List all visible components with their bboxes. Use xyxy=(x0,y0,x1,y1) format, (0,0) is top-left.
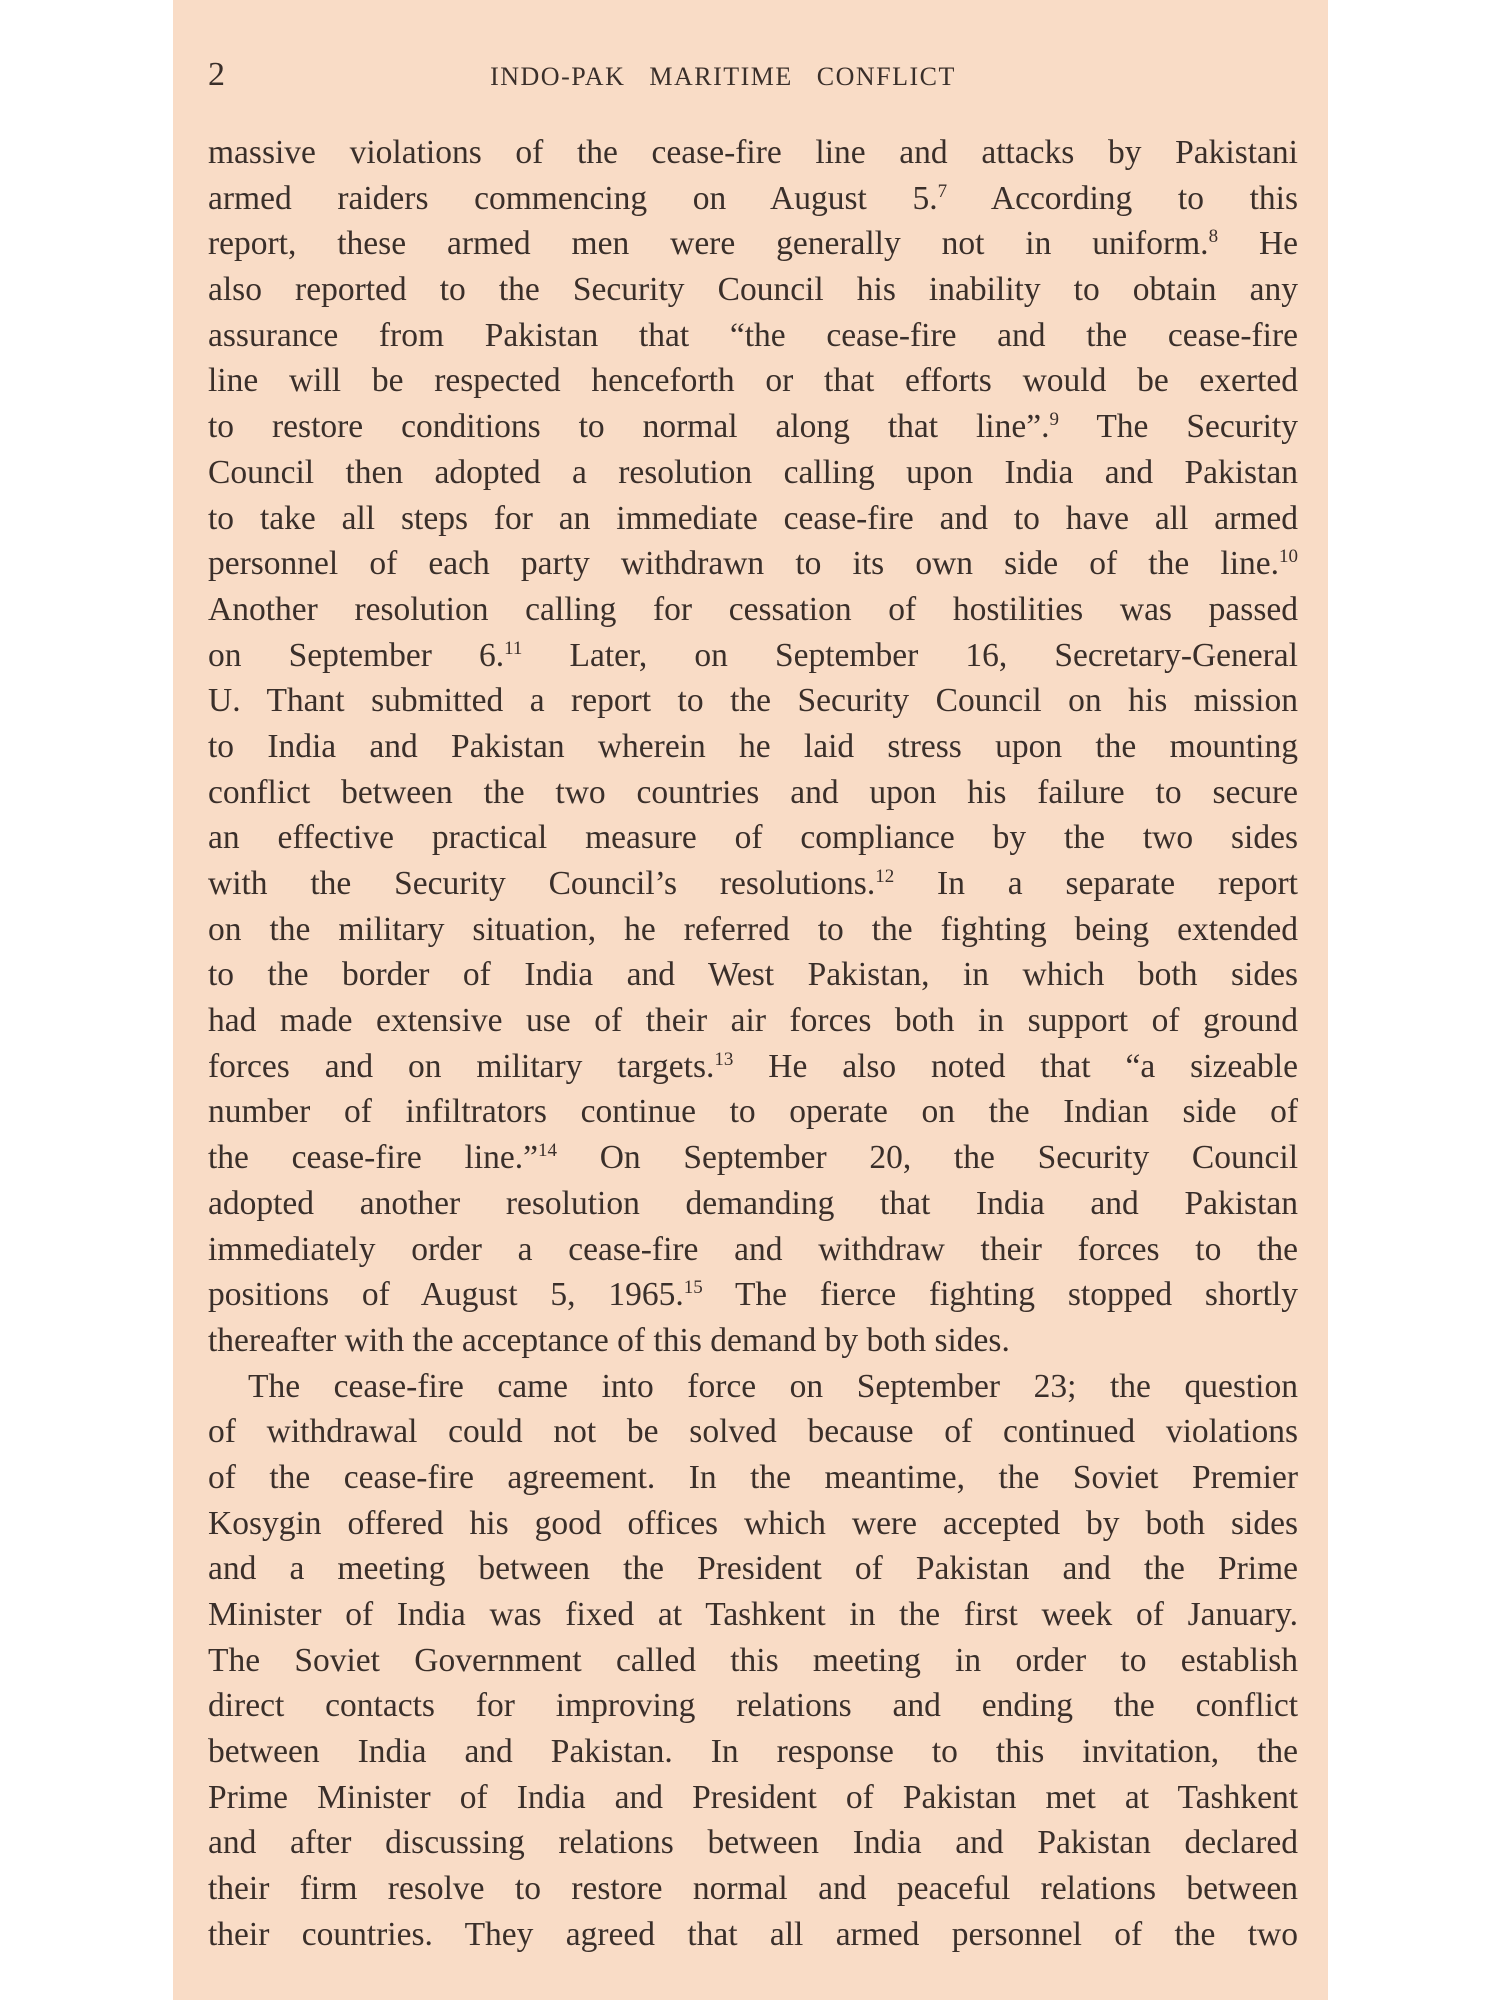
text-line xyxy=(208,1546,1298,1592)
text-line xyxy=(208,541,1298,587)
text-run: with the Security Council’s resolutions. xyxy=(208,865,876,902)
text-run: of withdrawal could not be solved because of continued violations xyxy=(208,1413,1298,1451)
body-text xyxy=(208,130,1298,1958)
text-run: an effective practical measure of compliance by the two sides xyxy=(208,819,1298,857)
text-run: Council then adopted a resolution calling upon India and Pakistan xyxy=(208,453,1298,491)
text-line xyxy=(208,1044,1298,1090)
text-run: Kosygin offered his good offices which were accepted by both sides xyxy=(208,1504,1298,1542)
footnote-marker: 14 xyxy=(538,1140,557,1162)
text-line xyxy=(208,496,1298,542)
text-run: The fierce fighting stopped shortly xyxy=(702,1276,1298,1314)
text-line xyxy=(208,176,1298,222)
text-run: direct contacts for improving relations and ending the conflict xyxy=(208,1687,1298,1725)
text-line xyxy=(208,1592,1298,1638)
book-page xyxy=(173,0,1328,2000)
text-run: Later, on September 16, Secretary-General xyxy=(522,636,1298,674)
text-line xyxy=(208,267,1298,313)
text-run: personnel of each party withdrawn to its own side of the line. xyxy=(208,545,1279,583)
text-line xyxy=(208,1912,1298,1958)
text-line xyxy=(208,815,1298,861)
text-line xyxy=(208,1866,1298,1912)
text-line xyxy=(208,1364,1298,1410)
text-line xyxy=(208,1272,1298,1318)
text-run: between India and Pakistan. In response to this invitation, the xyxy=(208,1733,1298,1771)
text-run: line will be respected henceforth or that efforts would be exerted xyxy=(208,362,1298,400)
text-line xyxy=(208,1227,1298,1273)
page-number: 2 xyxy=(208,56,225,93)
text-run: The cease-fire came into force on September 23; the question xyxy=(248,1367,1298,1405)
footnote-marker: 9 xyxy=(1049,409,1059,431)
text-run: According to this xyxy=(947,179,1298,217)
text-run: The Security xyxy=(1058,408,1298,446)
text-run: to India and Pakistan wherein he laid stress upon the mounting xyxy=(208,727,1298,765)
text-run: their countries. They agreed that all armed personnel of the two xyxy=(208,1915,1298,1953)
text-line xyxy=(208,861,1298,907)
text-run: number of infiltrators continue to operate on the Indian side of xyxy=(208,1093,1298,1131)
text-line xyxy=(208,1638,1298,1684)
text-run: the cease-fire line.” xyxy=(208,1139,538,1177)
text-run: massive violations of the cease-fire line and attacks by Pakistani xyxy=(208,134,1298,171)
text-run: assurance from Pakistan that “the cease-fire and the cease-fire xyxy=(208,316,1298,354)
text-line xyxy=(208,1455,1298,1501)
text-run: U. Thant submitted a report to the Security Council on his mission xyxy=(208,682,1298,720)
text-line xyxy=(208,1181,1298,1227)
text-run: and a meeting between the President of Pakistan and the Prime xyxy=(208,1550,1298,1588)
text-run: forces and on military targets. xyxy=(208,1047,715,1085)
text-line xyxy=(208,1729,1298,1775)
footnote-marker: 8 xyxy=(1208,226,1219,248)
text-run: He xyxy=(1218,225,1299,263)
text-line xyxy=(208,1318,1298,1364)
text-run: also reported to the Security Council his inability to obtain any xyxy=(208,271,1298,309)
text-line xyxy=(208,313,1298,359)
text-line xyxy=(208,724,1298,770)
text-line xyxy=(208,221,1298,267)
text-line xyxy=(208,450,1298,496)
text-line xyxy=(208,907,1298,953)
footnote-marker: 7 xyxy=(937,180,948,202)
text-run: to the border of India and West Pakistan, in which both sides xyxy=(208,956,1298,994)
footnote-marker: 10 xyxy=(1279,546,1298,568)
footnote-marker: 15 xyxy=(683,1277,703,1299)
running-head xyxy=(208,56,1298,100)
text-line xyxy=(208,952,1298,998)
text-run: and after discussing relations between India and Pakistan declared xyxy=(208,1824,1298,1862)
text-run: adopted another resolution demanding that India and Pakistan xyxy=(208,1184,1298,1222)
text-line xyxy=(208,998,1298,1044)
text-line xyxy=(208,633,1298,679)
text-run: Prime Minister of India and President of Pakistan met at Tashkent xyxy=(208,1778,1298,1816)
text-run: of the cease-fire agreement. In the meantime, the Soviet Premier xyxy=(208,1458,1298,1496)
text-line xyxy=(208,770,1298,816)
text-line xyxy=(208,404,1298,450)
text-line xyxy=(208,130,1298,176)
text-run: on September 6. xyxy=(208,636,505,674)
running-title: INDO-PAK MARITIME CONFLICT xyxy=(490,62,956,91)
text-run: Another resolution calling for cessation of hostilities was passed xyxy=(208,590,1298,628)
text-run: had made extensive use of their air forces both in support of ground xyxy=(208,1002,1298,1040)
text-run: immediately order a cease-fire and withdraw their forces to the xyxy=(208,1230,1298,1268)
text-run: In a separate report xyxy=(894,865,1298,902)
text-run: to restore conditions to normal along that line”. xyxy=(208,408,1050,446)
text-run: Minister of India was fixed at Tashkent in the first week of January. xyxy=(208,1596,1298,1633)
text-line xyxy=(208,1775,1298,1821)
text-line xyxy=(208,1409,1298,1455)
text-line xyxy=(208,678,1298,724)
text-run: On September 20, the Security Council xyxy=(557,1139,1298,1177)
text-run: The Soviet Government called this meeting in order to establish xyxy=(208,1641,1298,1679)
text-run: positions of August 5, 1965. xyxy=(208,1276,684,1314)
text-line xyxy=(208,1501,1298,1547)
text-line xyxy=(208,1820,1298,1866)
text-run: thereafter with the acceptance of this demand by both sides. xyxy=(208,1321,1010,1359)
text-run: report, these armed men were generally not in uniform. xyxy=(208,225,1209,263)
text-line xyxy=(208,1089,1298,1135)
footnote-marker: 11 xyxy=(504,637,523,659)
text-line xyxy=(208,1135,1298,1181)
text-run: He also noted that “a sizeable xyxy=(733,1047,1298,1085)
text-run: on the military situation, he referred to the fighting being extended xyxy=(208,910,1298,948)
footnote-marker: 13 xyxy=(714,1048,734,1070)
text-line xyxy=(208,1683,1298,1729)
text-line xyxy=(208,587,1298,633)
text-run: conflict between the two countries and upon his failure to secure xyxy=(208,773,1298,811)
footnote-marker: 12 xyxy=(875,866,895,887)
text-run: to take all steps for an immediate cease-fire and to have all armed xyxy=(208,499,1298,537)
text-run: armed raiders commencing on August 5. xyxy=(208,179,938,217)
text-run: their firm resolve to restore normal and peaceful relations between xyxy=(208,1870,1298,1908)
text-line xyxy=(208,358,1298,404)
